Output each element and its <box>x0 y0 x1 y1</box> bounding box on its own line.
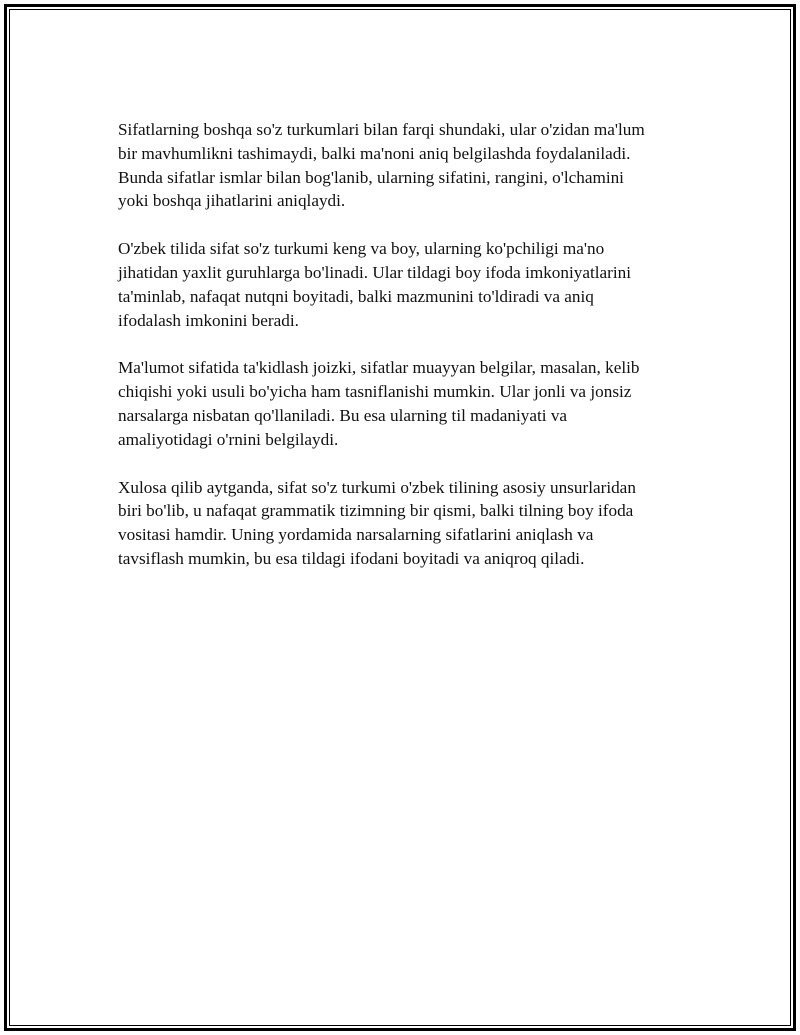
paragraph-2: O'zbek tilida sifat so'z turkumi keng va boy, ularning ko'pchiligi ma'no jihatidan yaxlit guruhlarga bo'linadi. Ular tildagi boy ifoda imkoniyatlarini ta'minlab, nafaqat nutqni boyitadi, balki mazmunini to'ldiradi va aniq ifodalash imkonini beradi. <box>118 239 632 330</box>
paragraph-3: Ma'lumot sifatida ta'kidlash joizki, sifatlar muayyan belgilar, masalan, kelib chiqishi yoki usuli bo'yicha ham tasniflanishi mumkin. Ular jonli va jonsiz narsalarga nisbatan qo'llaniladi. Bu esa ularning til madaniyati va amaliyotidagi o'rnini belgilaydi. <box>118 358 640 449</box>
paragraph-4: Xulosa qilib aytganda, sifat so'z turkumi o'zbek tilining asosiy unsurlaridan biri bo'lib, u nafaqat grammatik tizimning bir qismi, balki tilning boy ifoda vositasi hamdir. Uning yordamida narsalarning sifatlarini aniqlash va tavsiflash mumkin, bu esa tildagi ifodani boyitadi va aniqroq qiladi. <box>118 477 636 568</box>
paragraph-1: Sifatlarning boshqa so'z turkumlari bilan farqi shundaki, ular o'zidan ma'lum bir mavhumlikni tashimaydi, balki ma'noni aniq belgilashda foydalaniladi. Bunda sifatlar ismlar bilan bog'lanib, ularning sifatini, rangini, o'lchamini yoki boshqa jihatlarini aniqlaydi. <box>118 120 645 211</box>
document-body <box>118 118 698 595</box>
